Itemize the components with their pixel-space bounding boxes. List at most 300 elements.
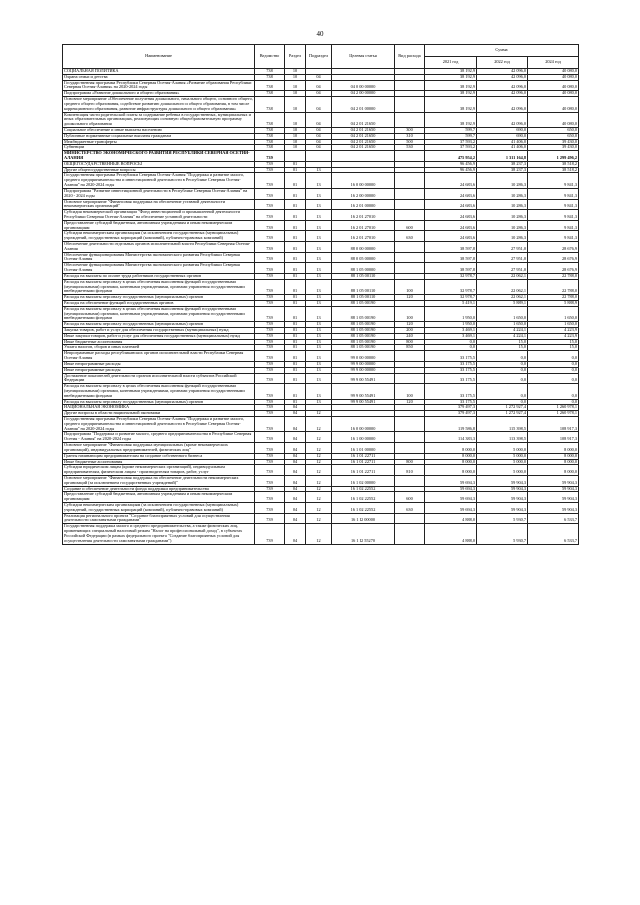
- row-sum-2024: 40 080,0: [528, 97, 579, 112]
- row-section: 10: [285, 97, 306, 112]
- row-target-article: 04 0 00 00000: [332, 80, 395, 91]
- row-sum-2022: 38 237,3: [477, 161, 528, 167]
- row-department: 739: [255, 263, 285, 274]
- row-section: 01: [285, 345, 306, 351]
- row-section: 10: [285, 80, 306, 91]
- row-section: 01: [285, 373, 306, 384]
- row-sum-2021: 119 586,8: [425, 417, 477, 432]
- row-name: Расходы на выплаты персоналу государственных (муниципальных) органов: [63, 295, 255, 301]
- row-subsection: 13: [306, 345, 332, 351]
- row-sum-2022: 59 904,3: [477, 486, 528, 492]
- row-target-article: 16 1 02 22552: [332, 492, 395, 503]
- row-target-article: 16 2 01 27010: [332, 220, 395, 231]
- row-subsection: 13: [306, 242, 332, 253]
- row-department: 739: [255, 161, 285, 167]
- row-sum-2024: 0,0: [528, 399, 579, 405]
- row-sum-2022: 59 904,3: [477, 475, 528, 486]
- row-target-article: 88 0 05 00000: [332, 252, 395, 263]
- row-name: Уплата налогов, сборов и иных платежей: [63, 345, 255, 351]
- row-expense-type: 850: [395, 345, 425, 351]
- budget-table-body: [63, 69, 579, 545]
- row-sum-2021: 38 192,9: [425, 69, 477, 75]
- row-name: Обеспечение деятельности отдельных органов исполнительной власти Республики Северная Осетия-Алания: [63, 242, 255, 253]
- row-sum-2024: 650,0: [528, 127, 579, 133]
- row-expense-type: 300: [395, 127, 425, 133]
- row-subsection: 13: [306, 263, 332, 274]
- row-sum-2021: 24 683,6: [425, 210, 477, 221]
- row-sum-2024: 22 788,0: [528, 273, 579, 279]
- row-subsection: 12: [306, 503, 332, 514]
- row-subsection: 13: [306, 351, 332, 362]
- row-target-article: 16 2 01 27010: [332, 210, 395, 221]
- row-target-article: 16 1 01 22711: [332, 459, 395, 465]
- row-sum-2024: 650,0: [528, 133, 579, 139]
- row-target-article: 88 0 00 00000: [332, 242, 395, 253]
- row-section: 10: [285, 74, 306, 80]
- row-subsection: 13: [306, 199, 332, 210]
- row-sum-2024: 108 917,3: [528, 432, 579, 443]
- row-name: Государственная программа Республики Северная Осетия-Алания «Развитие образования Республики Северная Осетия-Алания» на 2020-2024 годы: [63, 80, 255, 91]
- row-department: 738: [255, 145, 285, 151]
- row-sum-2021: 8 000,0: [425, 465, 477, 476]
- row-name: Реализация регионального проекта "Создание благоприятных условий для осуществления деятельности самозанятыми гражданами": [63, 513, 255, 524]
- header-sum: Сумма: [425, 45, 579, 57]
- header-department: Ведомство: [255, 45, 285, 69]
- header-target-article: Целевая статья: [332, 45, 395, 69]
- row-expense-type: 120: [395, 399, 425, 405]
- row-name: Расходы на выплаты персоналу в целях обеспечения выполнения функций государственными (муниципальными) органами, казенными учреждениями, органами управления государственными внебюджетными фондами: [63, 384, 255, 399]
- row-sum-2022: 5 889,1: [477, 300, 528, 306]
- row-sum-2024: 8 000,0: [528, 459, 579, 465]
- row-section: 01: [285, 231, 306, 242]
- row-expense-type: [395, 188, 425, 199]
- row-expense-type: [395, 80, 425, 91]
- row-subsection: 13: [306, 300, 332, 306]
- row-sum-2024: 8 000,0: [528, 443, 579, 454]
- row-section: 04: [285, 503, 306, 514]
- row-expense-type: [395, 173, 425, 188]
- row-subsection: 04: [306, 80, 332, 91]
- row-department: 738: [255, 127, 285, 133]
- row-section: 01: [285, 263, 306, 274]
- row-sum-2022: 1 650,0: [477, 306, 528, 321]
- row-department: 739: [255, 273, 285, 279]
- row-target-article: 88 1 05 00000: [332, 263, 395, 274]
- row-sum-2022: 0,0: [477, 351, 528, 362]
- row-name: Государственная программа Республики Северная Осетия-Алания "Поддержка и развитие малого, среднего предпринимательства и инвестиционной деятельности в Республике Северная Осетия-Алания" на 2020-2024 годы: [63, 417, 255, 432]
- row-target-article: 16 1 02 22552: [332, 503, 395, 514]
- row-sum-2021: 33 175,5: [425, 367, 477, 373]
- row-department: 739: [255, 432, 285, 443]
- page-number: 40: [316, 30, 324, 38]
- row-target-article: 99 9 00 00000: [332, 361, 395, 367]
- row-sum-2021: 59 694,3: [425, 475, 477, 486]
- row-subsection: 13: [306, 361, 332, 367]
- row-expense-type: 630: [395, 503, 425, 514]
- row-sum-2024: 1 260 978,1: [528, 405, 579, 411]
- row-expense-type: [395, 443, 425, 454]
- row-sum-2024: 4 223,9: [528, 333, 579, 339]
- row-subsection: 12: [306, 513, 332, 524]
- row-section: 01: [285, 242, 306, 253]
- row-sum-2022: 5 000,0: [477, 453, 528, 459]
- row-sum-2021: 38 597,8: [425, 263, 477, 274]
- row-section: 01: [285, 333, 306, 339]
- row-target-article: 04 2 01 21650: [332, 133, 395, 139]
- row-expense-type: [395, 151, 425, 162]
- header-subsection: Подраздел: [306, 45, 332, 69]
- row-name: Компенсация части родительской платы за содержание ребенка в государственных, муниципальных и иных образовательных организациях, реализующих основную общеобразовательную программу дошкольного образования: [63, 112, 255, 127]
- row-sum-2022: 59 904,3: [477, 492, 528, 503]
- row-expense-type: 240: [395, 333, 425, 339]
- table-row: [63, 384, 579, 399]
- row-sum-2024: 9 841,3: [528, 231, 579, 242]
- row-sum-2024: 40 080,0: [528, 91, 579, 97]
- row-target-article: 88 1 05 00190: [332, 328, 395, 334]
- row-subsection: 13: [306, 322, 332, 328]
- row-sum-2021: 8 000,0: [425, 453, 477, 459]
- row-sum-2024: 5 888,9: [528, 300, 579, 306]
- row-subsection: 12: [306, 453, 332, 459]
- row-name: Субсидия некоммерческой организации "Фонд инвестиционной и промышленной деятельности Республики Северная Осетия-Алания" на обеспечение уставной деятельности: [63, 210, 255, 221]
- row-sum-2024: 4 223,9: [528, 328, 579, 334]
- row-section: 10: [285, 112, 306, 127]
- row-name: Обеспечение функционирования Министерства экономического развития Республики Северная Осетия-Алания: [63, 252, 255, 263]
- row-sum-2024: 59 904,3: [528, 486, 579, 492]
- row-department: 739: [255, 328, 285, 334]
- row-target-article: 99 9 00 55491: [332, 399, 395, 405]
- row-target-article: 99 9 00 55491: [332, 384, 395, 399]
- row-sum-2024: 28 676,9: [528, 252, 579, 263]
- row-department: 739: [255, 486, 285, 492]
- row-expense-type: 100: [395, 306, 425, 321]
- row-department: 739: [255, 322, 285, 328]
- row-sum-2021: 0,0: [425, 339, 477, 345]
- row-department: 739: [255, 173, 285, 188]
- row-sum-2021: 96 456,9: [425, 161, 477, 167]
- table-row: [63, 210, 579, 221]
- row-sum-2022: 10 286,3: [477, 173, 528, 188]
- row-subsection: 04: [306, 127, 332, 133]
- row-sum-2021: 38 597,8: [425, 252, 477, 263]
- row-expense-type: 100: [395, 279, 425, 294]
- row-sum-2021: 38 192,9: [425, 80, 477, 91]
- row-target-article: 04 2 01 21650: [332, 127, 395, 133]
- row-sum-2024: 9 841,3: [528, 188, 579, 199]
- row-sum-2024: 1 650,0: [528, 322, 579, 328]
- row-sum-2021: 37 593,2: [425, 139, 477, 145]
- row-target-article: 16 1 01 22711: [332, 465, 395, 476]
- row-sum-2022: 0,0: [477, 367, 528, 373]
- row-department: 739: [255, 367, 285, 373]
- row-sum-2022: 115 398,5: [477, 417, 528, 432]
- row-section: 10: [285, 145, 306, 151]
- row-sum-2022: 113 398,5: [477, 432, 528, 443]
- row-expense-type: [395, 97, 425, 112]
- row-sum-2022: 10 286,3: [477, 188, 528, 199]
- row-name: Обеспечение функционирования Министерства экономического развития Республики Северная Осетия-Алания: [63, 263, 255, 274]
- row-sum-2022: 10 286,3: [477, 231, 528, 242]
- row-subsection: 13: [306, 210, 332, 221]
- row-section: 04: [285, 453, 306, 459]
- row-section: 01: [285, 279, 306, 294]
- row-section: 01: [285, 220, 306, 231]
- row-sum-2021: 8 000,0: [425, 443, 477, 454]
- row-target-article: 88 1 05 00190: [332, 322, 395, 328]
- row-name: Иные бюджетные ассигнования: [63, 459, 255, 465]
- row-section: 01: [285, 367, 306, 373]
- row-subsection: 12: [306, 475, 332, 486]
- row-subsection: 13: [306, 384, 332, 399]
- row-section: 01: [285, 384, 306, 399]
- row-department: 739: [255, 475, 285, 486]
- row-sum-2022: 15,0: [477, 345, 528, 351]
- row-department: 738: [255, 112, 285, 127]
- row-subsection: 13: [306, 399, 332, 405]
- row-subsection: 13: [306, 188, 332, 199]
- row-target-article: 16 1 02 22552: [332, 486, 395, 492]
- row-sum-2022: 42 096,0: [477, 74, 528, 80]
- row-sum-2022: 38 237,3: [477, 167, 528, 173]
- row-sum-2024: 59 904,3: [528, 475, 579, 486]
- row-section: 10: [285, 133, 306, 139]
- table-row: [63, 513, 579, 524]
- row-sum-2024: 1 260 978,1: [528, 411, 579, 417]
- row-subsection: 13: [306, 279, 332, 294]
- row-department: 739: [255, 443, 285, 454]
- row-name: Субсидии некоммерческим организациям (за исключением государственных (муниципальных) учреждений, государственных корпораций (компаний), публично-правовых компаний): [63, 503, 255, 514]
- row-section: 04: [285, 465, 306, 476]
- row-sum-2021: 24 683,6: [425, 173, 477, 188]
- row-name: Расходы на выплаты персоналу в целях обеспечения выполнения функций государственными (муниципальными) органами, казенными учреждениями, органами управления государственными внебюджетными фондами: [63, 306, 255, 321]
- row-name: Основное мероприятие "Финансовая поддержка муниципальных (кроме некоммерческих организаций), индивидуальных предпринимателей, физических лиц": [63, 443, 255, 454]
- row-subsection: 04: [306, 145, 332, 151]
- row-expense-type: [395, 242, 425, 253]
- row-section: 01: [285, 161, 306, 167]
- table-row: [63, 492, 579, 503]
- row-name: Иные непрограммные расходы: [63, 361, 255, 367]
- row-subsection: 12: [306, 524, 332, 544]
- row-sum-2021: 1 950,0: [425, 322, 477, 328]
- row-expense-type: [395, 199, 425, 210]
- row-sum-2022: 42 096,0: [477, 112, 528, 127]
- row-section: 01: [285, 328, 306, 334]
- row-section: 04: [285, 475, 306, 486]
- row-subsection: 13: [306, 333, 332, 339]
- row-expense-type: [395, 432, 425, 443]
- row-target-article: 16 1 I2 00000: [332, 513, 395, 524]
- row-target-article: 99 0 00 00000: [332, 351, 395, 362]
- row-name: Расходы на выплаты по оплате труда работников государственных органов: [63, 273, 255, 279]
- row-name: Закупка товаров, работ и услуг для обеспечения государственных (муниципальных) нужд: [63, 328, 255, 334]
- row-name: Государственная программа Республики Северная Осетия-Алания "Поддержка и развитие малого, среднего предпринимательства и инвестиционной деятельности в Республике Северная Осетия-Алания" на 2020-2024 годы: [63, 173, 255, 188]
- row-sum-2021: 59 694,3: [425, 503, 477, 514]
- row-section: 04: [285, 492, 306, 503]
- row-department: 739: [255, 411, 285, 417]
- row-target-article: 16 1 00 00000: [332, 432, 395, 443]
- row-sum-2024: 0,0: [528, 373, 579, 384]
- row-sum-2024: 8 000,0: [528, 465, 579, 476]
- row-section: 01: [285, 322, 306, 328]
- row-expense-type: 800: [395, 339, 425, 345]
- row-name: Расходы на обеспечение функций государственных органов: [63, 300, 255, 306]
- row-target-article: 04 2 01 21650: [332, 145, 395, 151]
- row-sum-2022: 22 062,1: [477, 273, 528, 279]
- row-name: Непрограммные расходы республиканских органов исполнительной власти Республики Северная Осетия-Алания: [63, 351, 255, 362]
- header-year-2022: 2022 год: [477, 57, 528, 69]
- row-subsection: 04: [306, 139, 332, 145]
- table-row: [63, 279, 579, 294]
- table-row: [63, 263, 579, 274]
- row-sum-2022: 42 096,0: [477, 91, 528, 97]
- row-name: Публичные нормативные социальные выплаты гражданам: [63, 133, 255, 139]
- row-expense-type: [395, 252, 425, 263]
- row-subsection: 13: [306, 339, 332, 345]
- row-department: 738: [255, 133, 285, 139]
- row-sum-2024: 40 080,0: [528, 80, 579, 91]
- row-name: Подпрограмма "Поддержка и развитие малого, среднего предпринимательства в Республике Северная Осетия - Алания" на 2020-2024 годы: [63, 432, 255, 443]
- row-sum-2022: 59 904,3: [477, 503, 528, 514]
- row-sum-2021: 599,7: [425, 127, 477, 133]
- row-sum-2024: 40 080,0: [528, 69, 579, 75]
- row-sum-2022: 1 311 164,8: [477, 151, 528, 162]
- row-sum-2022: 4 224,1: [477, 333, 528, 339]
- table-row: [63, 97, 579, 112]
- row-sum-2022: 27 951,0: [477, 242, 528, 253]
- row-expense-type: [395, 351, 425, 362]
- table-row: [63, 524, 579, 544]
- row-sum-2024: 9 841,3: [528, 173, 579, 188]
- row-department: 739: [255, 167, 285, 173]
- row-sum-2024: 39 430,0: [528, 145, 579, 151]
- row-subsection: 13: [306, 367, 332, 373]
- row-department: 739: [255, 373, 285, 384]
- table-row: [63, 465, 579, 476]
- row-target-article: 16 2 01 00000: [332, 199, 395, 210]
- row-sum-2021: 38 192,9: [425, 74, 477, 80]
- row-sum-2021: 379 497,3: [425, 411, 477, 417]
- row-sum-2024: 1 299 496,2: [528, 151, 579, 162]
- row-sum-2024: 39 430,0: [528, 139, 579, 145]
- row-name: Основное мероприятие "Финансовая поддержка на обеспечение уставной деятельности некоммерческих организаций": [63, 199, 255, 210]
- row-department: 739: [255, 384, 285, 399]
- row-section: 01: [285, 339, 306, 345]
- row-section: 04: [285, 432, 306, 443]
- row-department: 739: [255, 405, 285, 411]
- row-expense-type: 600: [395, 492, 425, 503]
- row-name: Подпрограмма «Развитие дошкольного и общего образования»: [63, 91, 255, 97]
- row-section: 01: [285, 199, 306, 210]
- row-sum-2022: 0,0: [477, 373, 528, 384]
- row-sum-2022: 5 000,0: [477, 465, 528, 476]
- row-sum-2021: 8 000,0: [425, 459, 477, 465]
- row-department: 738: [255, 91, 285, 97]
- header-year-2024: 2024 год: [528, 57, 579, 69]
- row-expense-type: 500: [395, 139, 425, 145]
- table-row: [63, 432, 579, 443]
- row-sum-2022: 15,0: [477, 339, 528, 345]
- row-sum-2022: 42 096,0: [477, 69, 528, 75]
- row-sum-2024: 0,0: [528, 384, 579, 399]
- row-department: 739: [255, 459, 285, 465]
- table-row: [63, 173, 579, 188]
- row-department: 738: [255, 80, 285, 91]
- row-name: Иные непрограммные расходы: [63, 367, 255, 373]
- row-section: 01: [285, 188, 306, 199]
- row-subsection: 04: [306, 91, 332, 97]
- row-name: Предоставление субсидий бюджетным, автономным учреждениям и иным некоммерческим организациям: [63, 492, 255, 503]
- row-expense-type: [395, 210, 425, 221]
- row-target-article: 16 1 02 00000: [332, 475, 395, 486]
- row-section: 04: [285, 405, 306, 411]
- row-target-article: [332, 151, 395, 162]
- row-sum-2021: 4 888,0: [425, 524, 477, 544]
- table-row: [63, 373, 579, 384]
- row-sum-2024: 15,0: [528, 339, 579, 345]
- row-department: 739: [255, 524, 285, 544]
- row-section: 01: [285, 306, 306, 321]
- row-sum-2022: 10 286,3: [477, 199, 528, 210]
- row-target-article: 99 9 00 00000: [332, 367, 395, 373]
- row-sum-2022: 42 096,0: [477, 97, 528, 112]
- row-section: 04: [285, 524, 306, 544]
- row-section: 04: [285, 417, 306, 432]
- row-name: Основное мероприятие "Финансовая поддержка на обеспечение деятельности некоммерческих организаций (за исключением государственных учреждений)": [63, 475, 255, 486]
- row-sum-2021: 4 888,0: [425, 513, 477, 524]
- row-sum-2021: 38 192,9: [425, 91, 477, 97]
- row-section: 01: [285, 173, 306, 188]
- header-year-2021: 2021 год: [425, 57, 477, 69]
- row-sum-2021: 24 683,6: [425, 231, 477, 242]
- row-sum-2021: 3 469,1: [425, 333, 477, 339]
- row-target-article: 16 0 00 00000: [332, 417, 395, 432]
- row-department: 739: [255, 210, 285, 221]
- row-subsection: 12: [306, 443, 332, 454]
- row-department: 739: [255, 231, 285, 242]
- row-subsection: 13: [306, 252, 332, 263]
- row-department: 739: [255, 188, 285, 199]
- row-department: 739: [255, 279, 285, 294]
- row-name: Расходы на выплаты персоналу государственных (муниципальных) органов: [63, 322, 255, 328]
- row-name: Расходы на выплаты персоналу государственных (муниципальных) органов: [63, 399, 255, 405]
- row-sum-2022: 41 406,0: [477, 145, 528, 151]
- row-sum-2021: 33 175,5: [425, 373, 477, 384]
- row-sum-2024: 0,0: [528, 351, 579, 362]
- row-department: 738: [255, 74, 285, 80]
- row-target-article: 99 9 00 55491: [332, 373, 395, 384]
- row-department: 739: [255, 306, 285, 321]
- row-department: 739: [255, 417, 285, 432]
- row-department: 739: [255, 345, 285, 351]
- row-section: 01: [285, 252, 306, 263]
- table-row: [63, 503, 579, 514]
- row-section: 01: [285, 351, 306, 362]
- row-sum-2021: 24 683,6: [425, 220, 477, 231]
- row-name: Иные бюджетные ассигнования: [63, 339, 255, 345]
- table-row: [63, 188, 579, 199]
- row-sum-2022: 1 272 927,4: [477, 405, 528, 411]
- budget-table: [62, 44, 579, 545]
- row-expense-type: 200: [395, 328, 425, 334]
- row-sum-2021: 24 683,6: [425, 199, 477, 210]
- row-subsection: 04: [306, 97, 332, 112]
- row-department: 739: [255, 220, 285, 231]
- row-department: 739: [255, 151, 285, 162]
- row-section: 01: [285, 273, 306, 279]
- row-expense-type: 530: [395, 145, 425, 151]
- row-target-article: 88 1 05 00190: [332, 345, 395, 351]
- row-target-article: 16 0 00 00000: [332, 173, 395, 188]
